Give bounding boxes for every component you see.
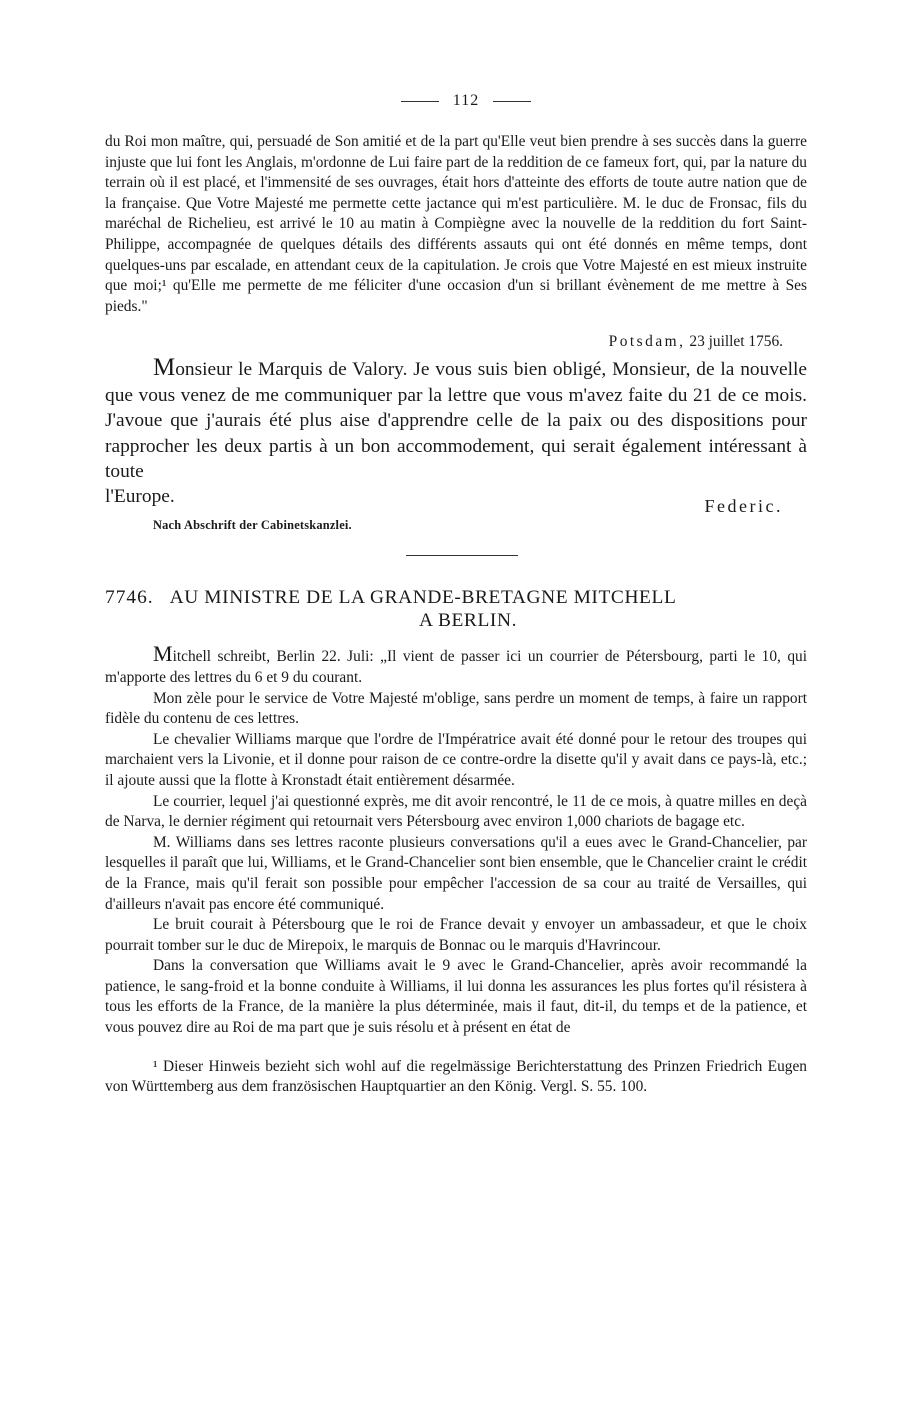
footnote bbox=[105, 1057, 807, 1099]
intro-quote-paragraph: du Roi mon maître, qui, persuadé de Son amitié et de la part qu'Elle veut bien prendre à ses succès dans la guerre injuste que lui font les Anglais, m'ordonne de Lui faire part de la reddition de ce fameux fort, qui, par la nature du terrain où il est placé, et l'immensité de ses ouvrages, était hors d'atteinte des efforts de toute autre nation que de la française. Que Votre Majesté me permette cette jactance qui m'est particulière. M. le duc de Fronsac, fils du maréchal de Richelieu, est arrivé le 10 au matin à Compiègne avec la nouvelle de la reddition du fort Saint-Philippe, accompagnée de quelques détails des différents assauts qui ont été donnés en même temps, dont quelques-uns par escalade, en attendant ceux de la capitulation. Je crois que Votre Majesté en est mieux instruite que moi;¹ qu'Elle me permette de me féliciter d'une occasion d'un si brillant évènement de me mettre à Ses pieds." bbox=[105, 133, 807, 315]
section-title-line2: A BERLIN. bbox=[418, 610, 518, 632]
section-paragraph: Le bruit courait à Pétersbourg que le roi de France devait y envoyer un ambassadeur, et que le choix pourrait tomber sur le duc de Mirepoix, le marquis de Bonnac ou le marquis d'Havrincour. bbox=[105, 916, 807, 954]
letter-source-note: Nach Abschrift der Cabinetskanzlei. bbox=[153, 518, 352, 533]
letter-last-line: l'Europe. bbox=[105, 486, 175, 508]
section-paragraph: Le chevalier Williams marque que l'ordre de l'Impératrice avait été donné pour le retour des troupes qui marchaient vers la Livonie, et il donne pour raison de ce contre-ordre la disette qu'il y avait dans ce pays-là, etc.; il ajoute aussi que la flotte à Kronstadt était entièrement désarmée. bbox=[105, 730, 807, 789]
section-number: 7746. bbox=[105, 587, 154, 609]
section-paragraph: Dans la conversation que Williams avait le 9 avec le Grand-Chancelier, après avoir recommandé la patience, le sang-froid et la bonne conduite à Williams, il lui donna les assurances les plus fortes qu'il résistera à tous les efforts de la France, de la manière la plus déterminée, mais il faut, dit-il, du temps et de la patience, et vous pouvez dire au Roi de ma part que je suis résolu et à présent en état de bbox=[105, 957, 807, 1037]
page-header bbox=[125, 88, 807, 114]
document-page bbox=[105, 88, 807, 1098]
letter-body bbox=[105, 355, 807, 484]
section-heading bbox=[105, 586, 807, 632]
letter-closing bbox=[105, 484, 807, 517]
letter-text: onsieur le Marquis de Valory. Je vous suis bien obligé, Monsieur, de la nouvelle que vous venez de me communiquer par la lettre que vous m'avez faite du 21 de ce mois. J'avoue que j'aurais été plus aise d'apprendre celle de la paix ou des dispositions pour rapprocher les deux partis à un bon accommodement, qui serait également intéressant à toute bbox=[105, 359, 807, 482]
header-dash-right bbox=[493, 101, 531, 102]
section-title-line1: AU MINISTRE DE LA GRANDE-BRETAGNE MITCHELL bbox=[169, 587, 677, 609]
letter-date: 23 juillet 1756. bbox=[689, 333, 783, 351]
section-paragraph-text: itchell schreibt, Berlin 22. Juli: „Il vient de passer ici un courrier de Pétersbourg, parti le 10, qui m'apporte des lettres du 6 et 9 du courant. bbox=[105, 648, 807, 686]
header-dash-left bbox=[401, 101, 439, 102]
section-initial: M bbox=[153, 641, 173, 667]
section-paragraph: M. Williams dans ses lettres raconte plusieurs conversations qu'il a eues avec le Grand-Chancelier, par lesquelles il paraît que lui, Williams, et le Grand-Chancelier sont bien ensemble, que le Chancelier craint le crédit de la France, mais qu'il ferait son possible pour empêcher l'accession de sa cour au traité de Versailles, qui d'ailleurs n'avait pas encore été communiqué. bbox=[105, 833, 807, 913]
section-divider bbox=[406, 555, 518, 556]
page-number: 112 bbox=[452, 92, 480, 109]
footnote-text: ¹ Dieser Hinweis bezieht sich wohl auf die regelmässige Berichterstattung des Prinzen Friedrich Eugen von Württemberg aus dem französischen Hauptquartier an den König. Vergl. S. 55. 100. bbox=[105, 1057, 807, 1096]
letter-initial: M bbox=[153, 354, 176, 382]
section-paragraph: Mon zèle pour le service de Votre Majesté m'oblige, sans perdre un moment de temps, à faire un rapport fidèle du contenu de ces lettres. bbox=[105, 689, 807, 728]
letter-place: Potsdam, bbox=[608, 333, 686, 351]
letter-dateline bbox=[105, 333, 783, 355]
section-body bbox=[105, 641, 807, 1038]
section-paragraph: Le courrier, lequel j'ai questionné exprès, me dit avoir rencontré, le 11 de ce mois, à quatre milles en deçà de Narva, le dernier régiment qui retournait vers Pétersbourg avec environ 1,000 chariots de bagage etc. bbox=[105, 792, 807, 831]
letter-signature: Federic. bbox=[704, 496, 783, 517]
section-paragraph bbox=[105, 641, 807, 688]
